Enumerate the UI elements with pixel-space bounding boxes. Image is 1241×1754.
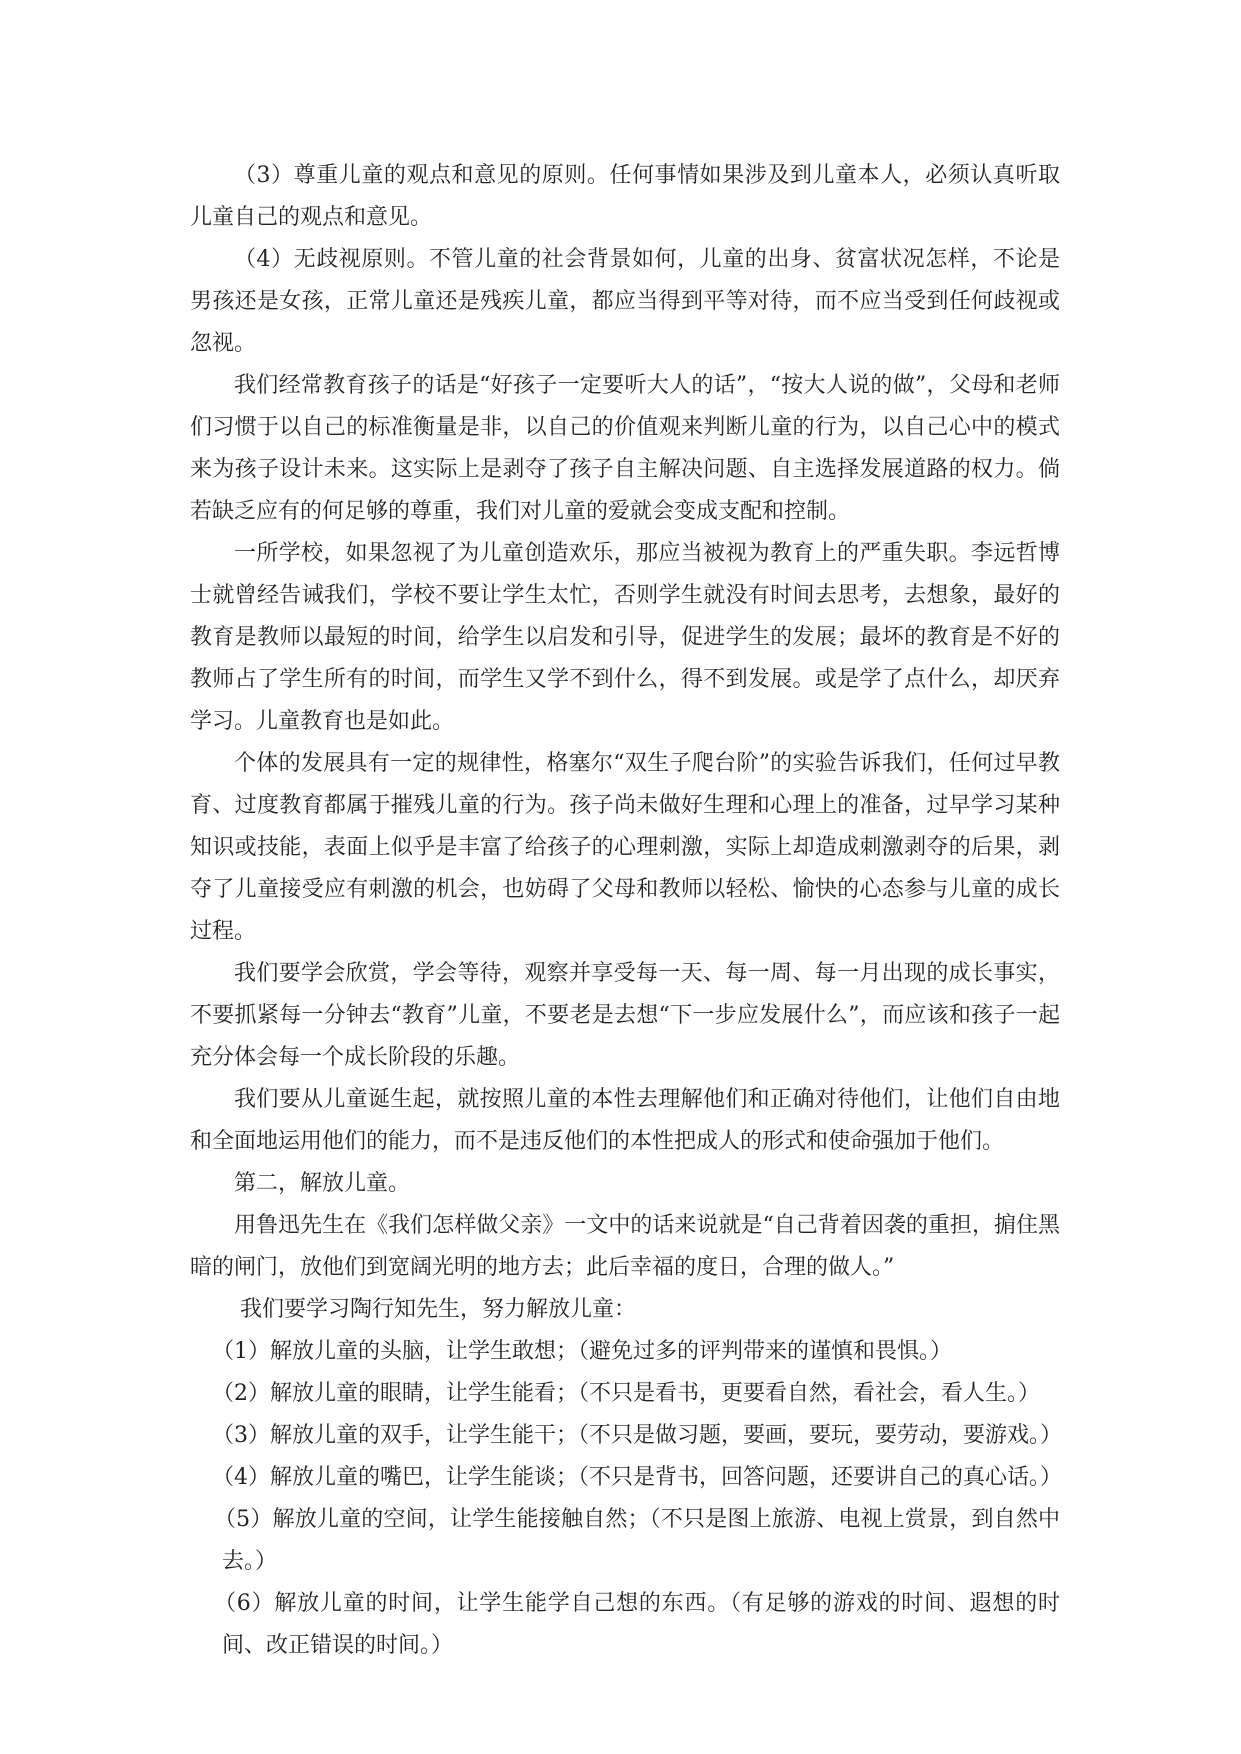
paragraph-lu-xun-quote: 用鲁迅先生在《我们怎样做父亲》一文中的话来说就是“自己背着因袭的重担，掮住黑暗的闸门，放他们到宽阔光明的地方去；此后幸福的度日，合理的做人。” [190,1213,1060,1280]
paragraph-respect-views: （3）尊重儿童的观点和意见的原则。任何事情如果涉及到儿童本人，必须认真听取儿童自己的观点和意见。 [190,163,1060,230]
list-item-liberate-mouth: （4）解放儿童的嘴巴，让学生能谈；（不只是背书，回答问题，还要讲自己的真心话。） [212,1465,1063,1490]
list-item-liberate-mind: （1）解放儿童的头脑，让学生敢想；（避免过多的评判带来的谨慎和畏惧。） [212,1339,952,1364]
paragraph-tao-xingzhi: 我们要学习陶行知先生，努力解放儿童： [240,1297,637,1322]
paragraph-school-joy: 一所学校，如果忽视了为儿童创造欢乐，那应当被视为教育上的严重失职。李远哲博士就曾经告诫我们，学校不要让学生太忙，否则学生就没有时间去思考，去想象，最好的教育是教师以最短的时间，给学生以启发和引导，促进学生的发展；最坏的教育是不好的教师占了学生所有的时间，而学生又学不到什么，得不到发展。或是学了点什么，却厌弃学习。儿童教育也是如此。 [190,541,1060,734]
list-item-liberate-hands: （3）解放儿童的双手，让学生能干；（不只是做习题，要画，要玩，要劳动，要游戏。） [212,1423,1063,1448]
list-item-liberate-eyes: （2）解放儿童的眼睛，让学生能看；（不只是看书，更要看自然，看社会，看人生。） [212,1381,1040,1406]
paragraph-from-birth: 我们要从儿童诞生起，就按照儿童的本性去理解他们和正确对待他们，让他们自由地和全面地运用他们的能力，而不是违反他们的本性把成人的形式和使命强加于他们。 [190,1087,1060,1154]
paragraph-appreciate-wait: 我们要学会欣赏，学会等待，观察并享受每一天、每一周、每一月出现的成长事实，不要抓紧每一分钟去“教育”儿童，不要老是去想“下一步应发展什么”，而应该和孩子一起充分体会每一个成长阶段的乐趣。 [190,961,1060,1070]
paragraph-development-law: 个体的发展具有一定的规律性，格塞尔“双生子爬台阶”的实验告诉我们，任何过早教育、过度教育都属于摧残儿童的行为。孩子尚未做好生理和心理上的准备，过早学习某种知识或技能，表面上似乎是丰富了给孩子的心理刺激，实际上却造成刺激剥夺的后果，剥夺了儿童接受应有刺激的机会，也妨碍了父母和教师以轻松、愉快的心态参与儿童的成长过程。 [190,751,1060,944]
list-item-liberate-time: （6）解放儿童的时间，让学生能学自己想的东西。（有足够的游戏的时间、遐想的时间、改正错误的时间。） [214,1591,1060,1658]
paragraph-education-words: 我们经常教育孩子的话是“好孩子一定要听大人的话”，“按大人说的做”，父母和老师们习惯于以自己的标准衡量是非，以自己的价值观来判断儿童的行为，以自己心中的模式来为孩子设计未来。这实际上是剥夺了孩子自主解决问题、自主选择发展道路的权力。倘若缺乏应有的何足够的尊重，我们对儿童的爱就会变成支配和控制。 [190,373,1060,524]
section-heading-liberate-children: 第二，解放儿童。 [234,1171,411,1196]
document-body [190,155,1063,1667]
paragraph-non-discrimination: （4）无歧视原则。不管儿童的社会背景如何，儿童的出身、贫富状况怎样，不论是男孩还是女孩，正常儿童还是残疾儿童，都应当得到平等对待，而不应当受到任何歧视或忽视。 [190,247,1060,356]
list-item-liberate-space: （5）解放儿童的空间，让学生能接触自然；（不只是图上旅游、电视上赏景，到自然中去。） [214,1507,1060,1574]
